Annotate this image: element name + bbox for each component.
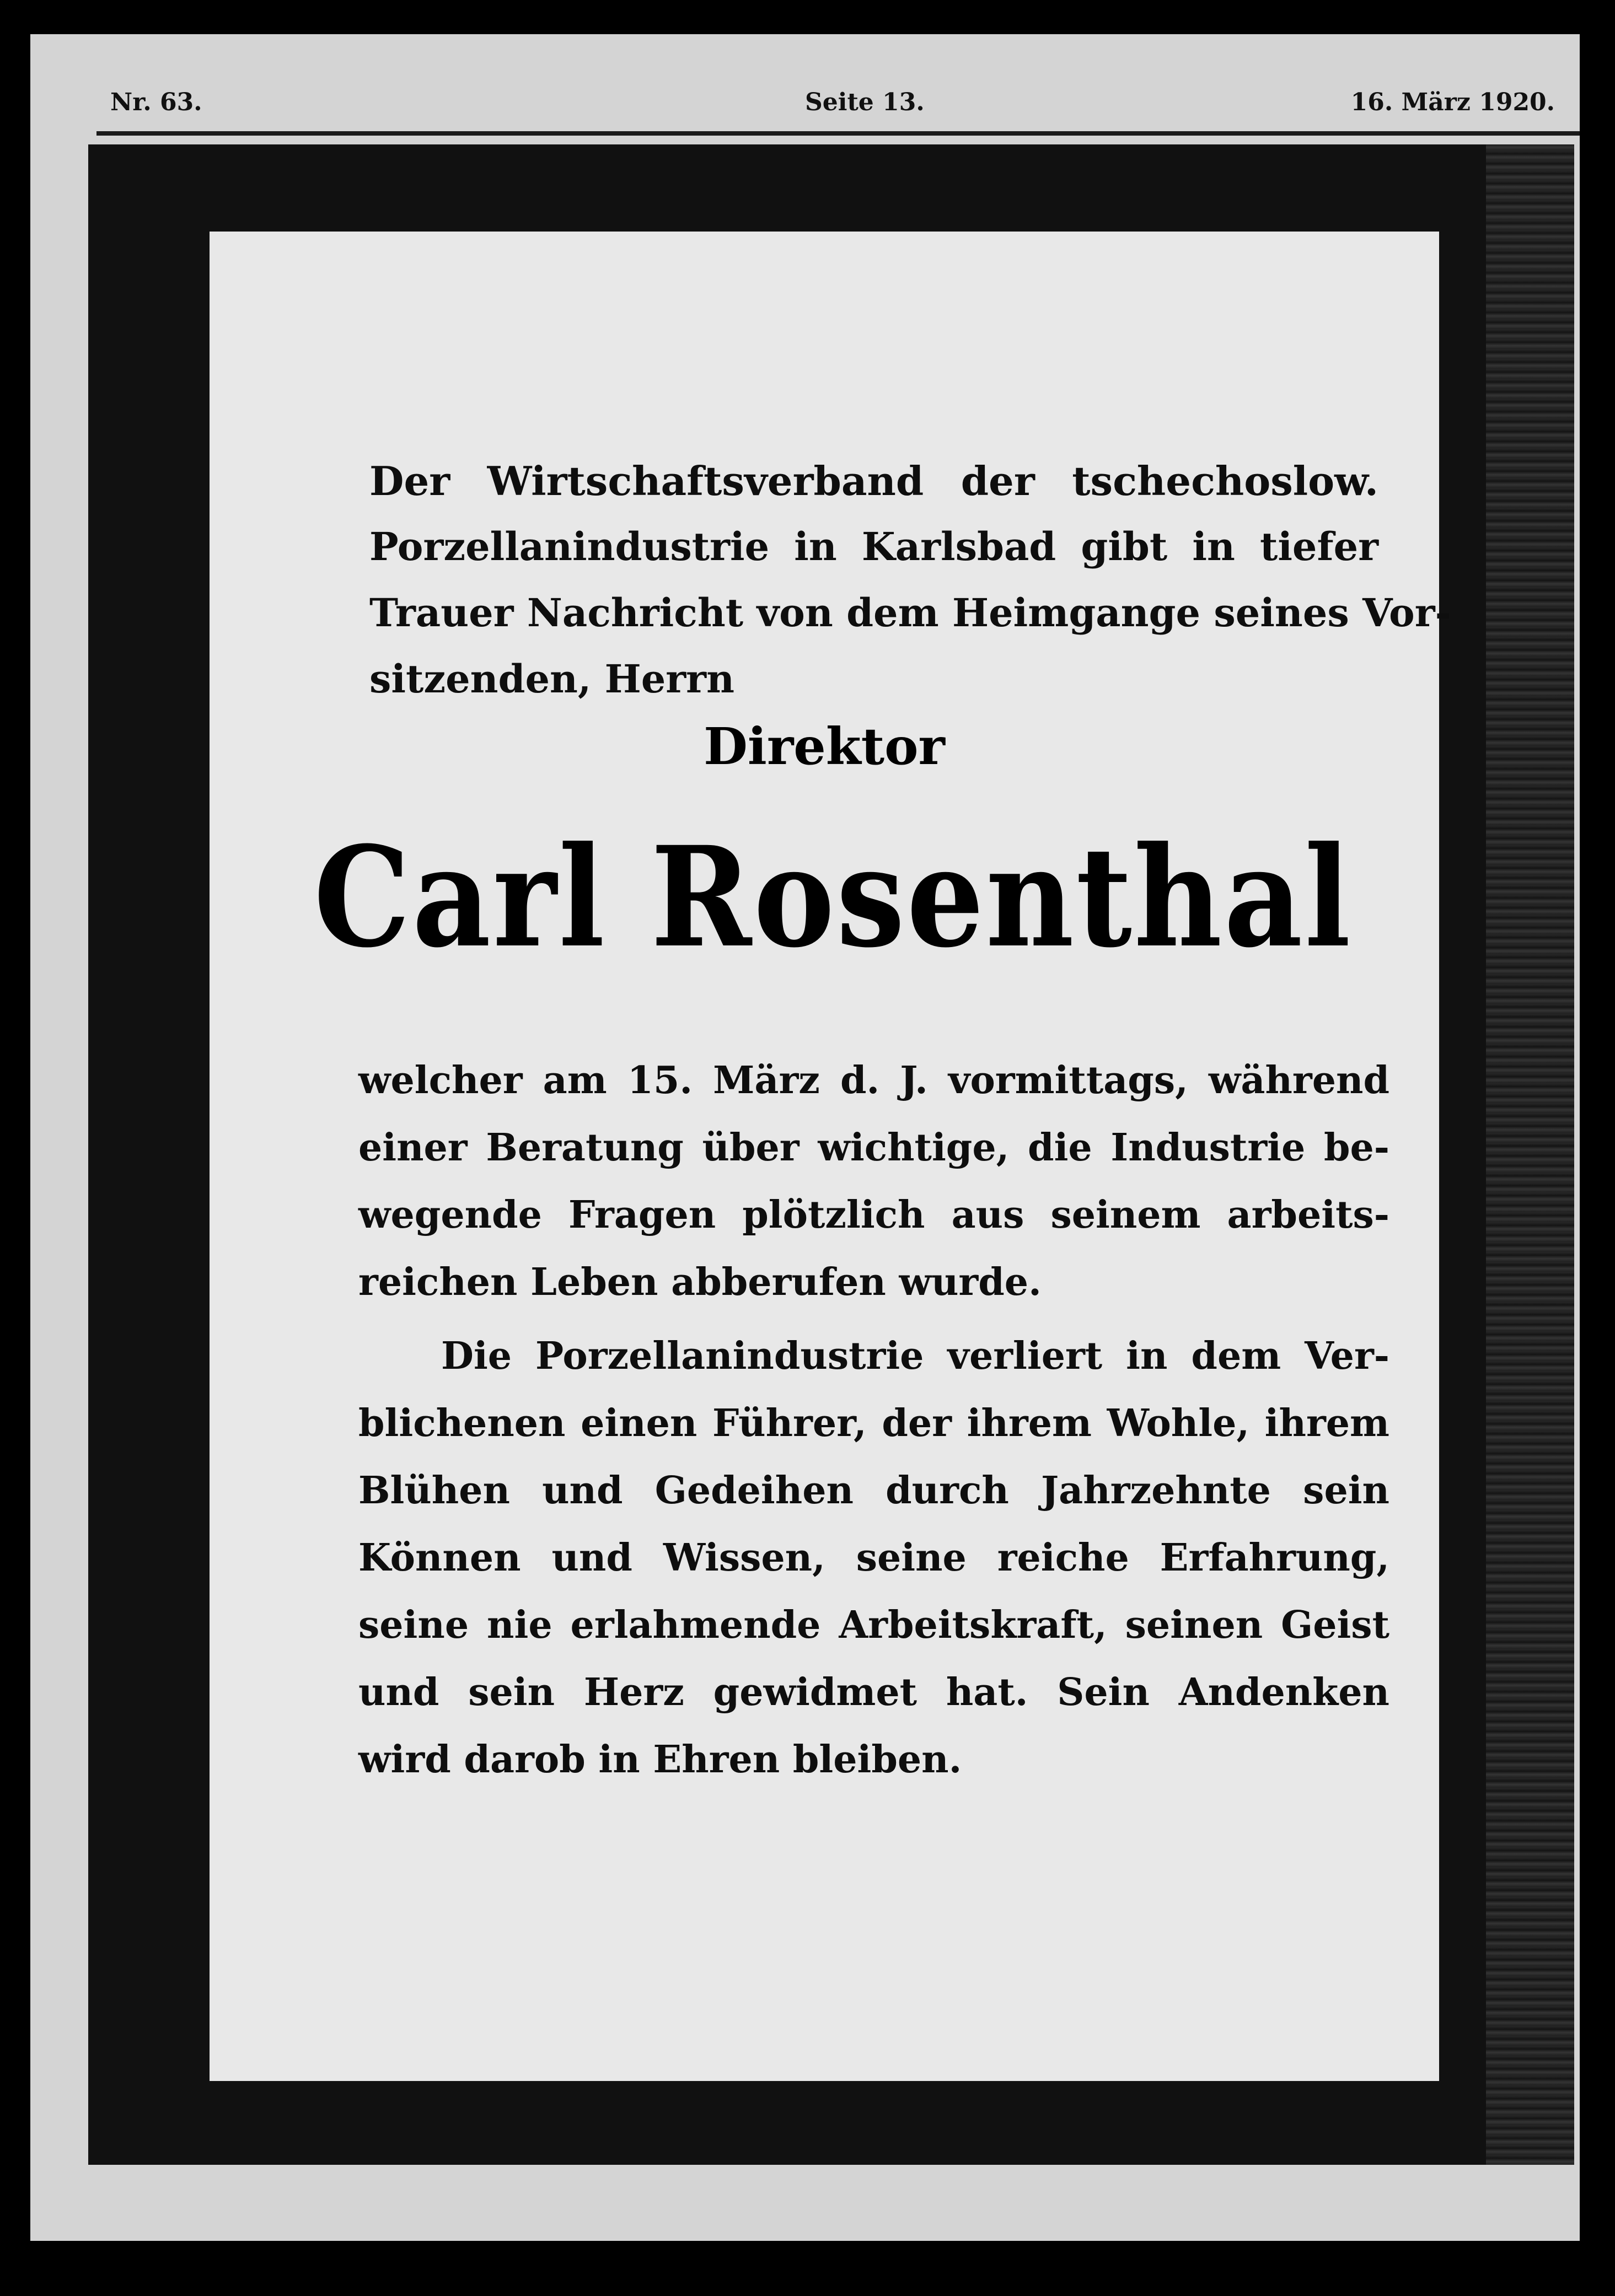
header-rule [96,131,1580,136]
intro-line-1: Der Wirtschaftsverband der tschechoslow. [369,458,1378,504]
p2-line-6: und sein Herz gewidmet hat. Sein Andenken [358,1670,1389,1714]
p2-line-4: Können und Wissen, seine reiche Erfahrung, [358,1536,1389,1580]
deceased-name: Carl Rosenthal [314,816,1353,978]
p2-line-1: Die Porzellanindustrie verliert in dem Ver- [441,1334,1389,1378]
p2-line-3: Blühen und Gedeihen durch Jahrzehnte sein [358,1469,1389,1513]
intro-line-4: sitzenden, Herrn [369,656,734,702]
p1-line-2: einer Beratung über wichtige, die Industrie be- [358,1126,1389,1170]
intro-line-2: Porzellanindustrie in Karlsbad gibt in tiefer [369,524,1378,569]
p1-line-1: welcher am 15. März d. J. vormittags, während [358,1058,1389,1103]
border-texture [1486,144,1574,2165]
p1-line-4: reichen Leben abberufen wurde. [358,1260,1042,1304]
title-direktor: Direktor [704,717,945,776]
p2-line-5: seine nie erlahmende Arbeitskraft, seinen Geist [358,1603,1389,1647]
intro-line-3: Trauer Nachricht von dem Heimgange seines Vor- [369,590,1451,636]
issue-number: Nr. 63. [110,88,202,116]
page-header [83,77,1577,127]
issue-date: 16. März 1920. [1350,88,1555,116]
p2-line-7: wird darob in Ehren bleiben. [358,1738,962,1782]
p1-line-3: wegende Fragen plötzlich aus seinem arbeits- [358,1193,1389,1237]
p2-line-2: blichenen einen Führer, der ihrem Wohle, ihrem [358,1401,1389,1445]
page-number: Seite 13. [805,88,925,116]
obituary-notice [210,232,1451,2081]
